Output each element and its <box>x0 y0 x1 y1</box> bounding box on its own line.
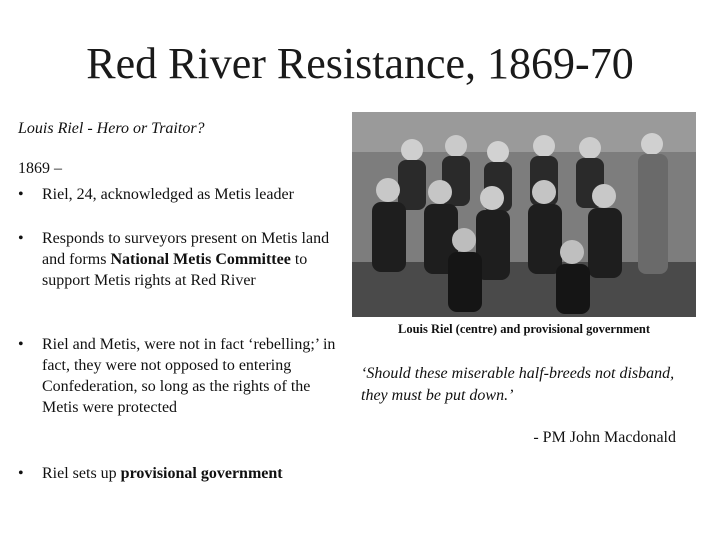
quote-text: ‘Should these miserable half-breeds not disband, they must be put down.’ <box>361 365 675 404</box>
photo-caption: Louis Riel (centre) and provisional government <box>398 322 650 336</box>
bullet-text <box>42 228 348 291</box>
bullet-text-emphasis: National Metis Committee <box>110 251 291 268</box>
group-photo <box>352 112 696 317</box>
bullet-item <box>18 334 348 418</box>
bullet-dot: • <box>18 230 24 247</box>
slide-title: Red River Resistance, 1869-70 <box>86 39 634 88</box>
bullet-text: Riel, 24, acknowledged as Metis leader <box>42 186 294 203</box>
bullet-text-part: Riel sets up <box>42 465 121 482</box>
bullet-item <box>18 184 348 205</box>
bullet-item <box>18 228 348 291</box>
quote-attribution: - PM John Macdonald <box>533 429 676 446</box>
bullet-text-emphasis: provisional government <box>120 465 283 482</box>
bullet-text <box>42 463 348 484</box>
bullet-dot: • <box>18 336 24 353</box>
slide-subtitle: Louis Riel - Hero or Traitor? <box>18 120 205 137</box>
bullet-text-part: to support Metis rights at Red River <box>42 251 308 289</box>
bullet-dot: • <box>18 186 24 203</box>
year-label: 1869 – <box>18 160 62 177</box>
group-photo-illustration <box>352 112 696 317</box>
bullet-dot: • <box>18 465 24 482</box>
bullet-text-part: Responds to surveyors present on Metis land and forms <box>42 230 330 268</box>
bullet-text: Riel and Metis, were not in fact ‘rebelling;’ in fact, they were not opposed to entering Confederation, so long as the rights of the Metis were protected <box>42 336 336 416</box>
bullet-item <box>18 463 348 484</box>
